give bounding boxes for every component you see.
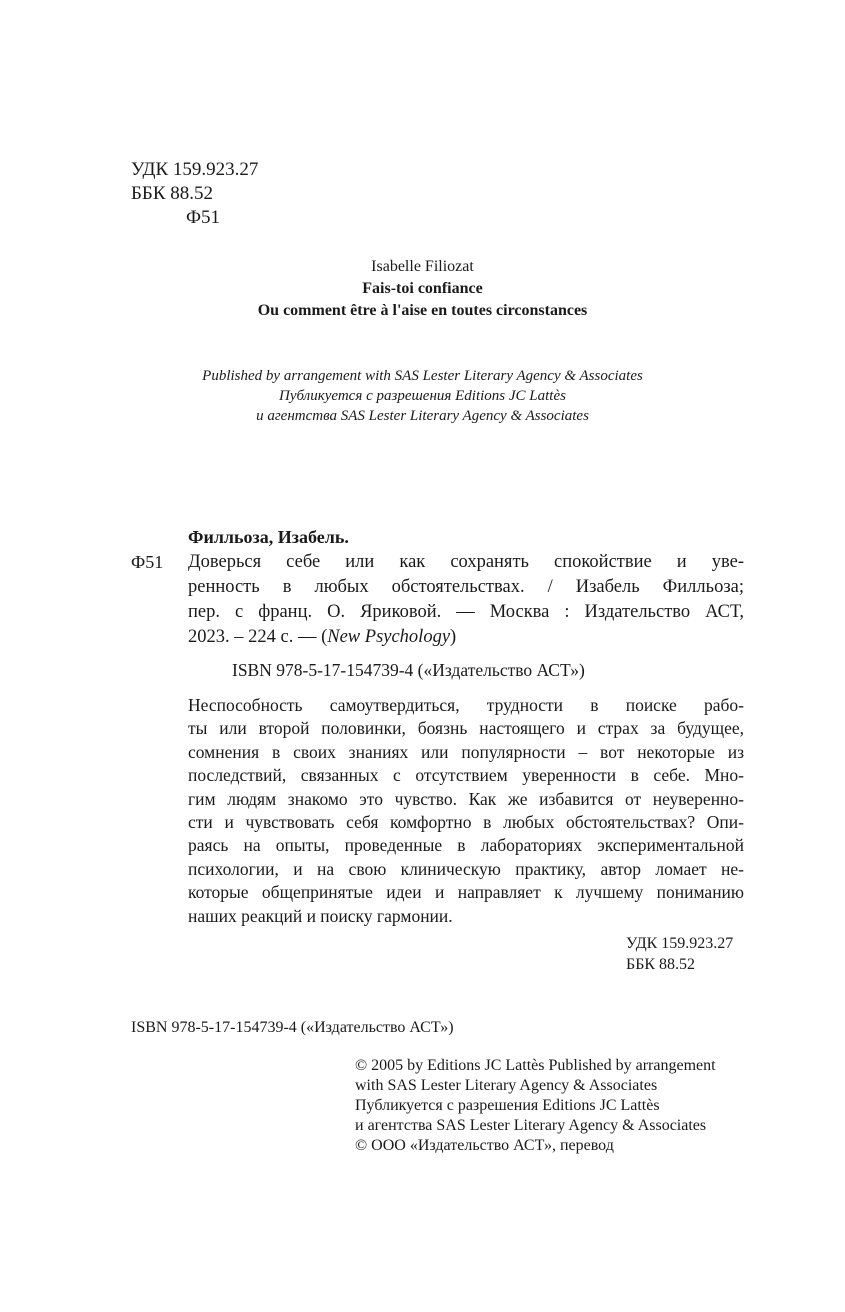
isbn-footer: ISBN 978-5-17-154739-4 («Издательство АСТ») — [131, 1019, 454, 1036]
copyright-line: Публикуется с разрешения Editions JC Lattès — [355, 1097, 660, 1114]
author-heading: Филльоза, Изабель. — [188, 527, 349, 547]
bbk-code: ББК 88.52 — [626, 956, 696, 973]
udk-code: УДК 159.923.27 — [626, 935, 734, 952]
bib-line4-prefix: 2023. – 224 с. — ( — [188, 627, 328, 647]
bib-code: Ф51 — [131, 552, 164, 572]
annotation-line: последствий, связанных с отсутствием уверенности в себе. Мно- — [188, 765, 744, 786]
publication-note — [0, 366, 845, 426]
udk-footer — [626, 933, 733, 975]
copyright-line: with SAS Lester Literary Agency & Associates — [355, 1077, 658, 1094]
author-code: Ф51 — [186, 207, 221, 228]
annotation-line: Неспособность самоутвердиться, трудности в поиске рабо- — [188, 695, 744, 715]
annotation-line: наших реакций и поиску гармонии. — [188, 905, 453, 926]
bib-line4-suffix: ) — [450, 627, 457, 647]
annotation-line: сомнения в своих знаниях или популярности – вот некоторые из — [188, 741, 744, 762]
annotation-line: ты или второй половинки, боязнь настоящего и страх за будущее, — [188, 718, 744, 739]
bib-line: пер. с франц. О. Яриковой. — Москва : Издательство АСТ, — [188, 602, 744, 622]
original-title-block — [0, 256, 845, 322]
original-subtitle: Ou comment être à l'aise en toutes circonstances — [257, 302, 588, 319]
udk-code: УДК 159.923.27 — [131, 159, 259, 180]
bibliographic-description — [188, 550, 744, 650]
bib-line — [188, 625, 744, 650]
annotation-line: которые общепринятые идеи и направляет к лучшему пониманию — [188, 882, 744, 903]
publication-note-line: и агентства SAS Lester Literary Agency & Associates — [256, 408, 589, 424]
series-name: New Psychology — [327, 627, 451, 647]
annotation-line: раясь на опыты, проведенные в лабораториях экспериментальной — [188, 835, 744, 856]
copyright-line: © 2005 by Editions JC Lattès Published by arrangement — [355, 1057, 716, 1074]
original-title: Fais-toi confiance — [362, 280, 483, 297]
bbk-code: ББК 88.52 — [131, 183, 213, 204]
isbn-bibliographic: ISBN 978-5-17-154739-4 («Издательство АСТ») — [232, 660, 585, 680]
copyright-line: © ООО «Издательство АСТ», перевод — [355, 1137, 614, 1154]
annotation — [188, 694, 744, 928]
publication-note-line: Публикуется с разрешения Editions JC Lattès — [279, 388, 566, 404]
udk-header — [131, 158, 258, 230]
bib-line: Доверься себе или как сохранять спокойствие и уве- — [188, 552, 744, 572]
annotation-line: сти и чувствовать себя комфортно в любых обстоятельствах? Опи- — [188, 812, 744, 833]
publication-note-line: Published by arrangement with SAS Lester Literary Agency & Associates — [202, 368, 643, 384]
annotation-line: гим людям знакомо это чувство. Как же избавится от неуверенно- — [188, 788, 744, 809]
original-author: Isabelle Filiozat — [371, 258, 474, 275]
copyright-line: и агентства SAS Lester Literary Agency & Associates — [355, 1117, 707, 1134]
copyright-block — [355, 1056, 716, 1156]
annotation-line: психологии, и на свою клиническую практику, автор ломает не- — [188, 858, 744, 879]
bib-line: ренность в любых обстоятельствах. / Изабель Филльоза; — [188, 577, 744, 597]
